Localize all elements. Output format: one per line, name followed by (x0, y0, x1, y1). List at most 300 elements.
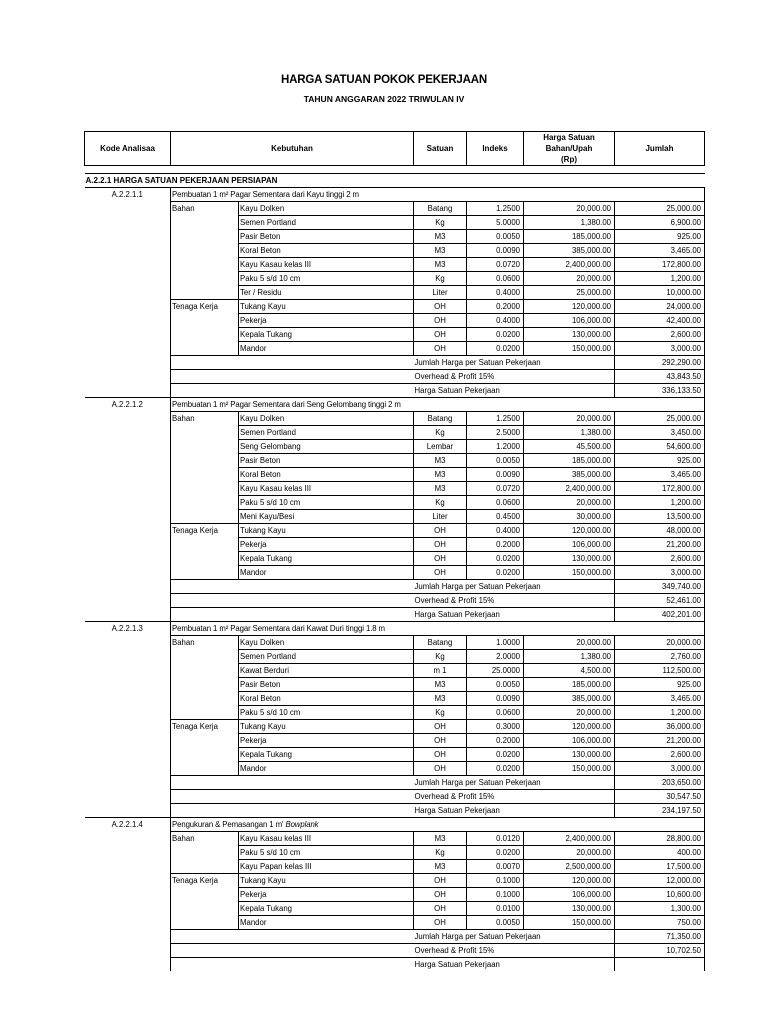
row-total: 1,300.00 (615, 902, 705, 916)
row-group (171, 468, 239, 482)
row-unit: OH (414, 300, 467, 314)
row-index: 0.0200 (467, 748, 524, 762)
header-kode: Kode Analisaa (85, 132, 171, 166)
row-total: 25,000.00 (615, 412, 705, 426)
row-total: 10,000.00 (615, 286, 705, 300)
row-spacer (85, 748, 171, 762)
summary-harga-row (85, 608, 705, 622)
table-row (85, 258, 705, 272)
row-group (171, 328, 239, 342)
row-name: Pekerja (239, 888, 414, 902)
row-index: 0.0090 (467, 244, 524, 258)
summary-overhead-label: Overhead & Profit 15% (414, 790, 615, 804)
row-spacer (85, 440, 171, 454)
row-name: Koral Beton (239, 468, 414, 482)
row-spacer (171, 594, 239, 608)
row-spacer (85, 286, 171, 300)
row-name: Pasir Beton (239, 230, 414, 244)
row-unit: OH (414, 916, 467, 930)
row-unit: M3 (414, 468, 467, 482)
row-total: 3,000.00 (615, 342, 705, 356)
row-spacer (171, 804, 239, 818)
row-group: Bahan (171, 636, 239, 650)
row-spacer (239, 580, 414, 594)
row-group: Tenaga Kerja (171, 524, 239, 538)
table-row (85, 342, 705, 356)
row-name: Kayu Kasau kelas III (239, 832, 414, 846)
row-index: 0.0090 (467, 468, 524, 482)
row-spacer (85, 846, 171, 860)
row-total: 3,000.00 (615, 566, 705, 580)
row-index: 0.0050 (467, 678, 524, 692)
row-spacer (85, 454, 171, 468)
row-spacer (85, 524, 171, 538)
row-unit: Kg (414, 216, 467, 230)
row-spacer (85, 230, 171, 244)
row-spacer (239, 776, 414, 790)
row-group (171, 314, 239, 328)
item-title-text: Pengukuran & Pemasangan 1 m' (172, 820, 284, 829)
section-row (85, 174, 705, 188)
row-total: 42,400.00 (615, 314, 705, 328)
row-total: 24,000.00 (615, 300, 705, 314)
row-index: 0.0200 (467, 328, 524, 342)
row-total: 28,800.00 (615, 832, 705, 846)
row-price: 106,000.00 (524, 734, 615, 748)
row-name: Koral Beton (239, 692, 414, 706)
row-price: 120,000.00 (524, 720, 615, 734)
row-total: 2,760.00 (615, 650, 705, 664)
row-index: 2.5000 (467, 426, 524, 440)
row-index: 0.4000 (467, 524, 524, 538)
row-index: 0.0200 (467, 566, 524, 580)
row-index: 0.0070 (467, 860, 524, 874)
summary-harga-label: Harga Satuan Pekerjaan (414, 804, 615, 818)
row-group (171, 244, 239, 258)
row-price: 1,380.00 (524, 650, 615, 664)
row-spacer (85, 370, 171, 384)
row-index: 0.0090 (467, 692, 524, 706)
row-spacer (171, 608, 239, 622)
table-row (85, 860, 705, 874)
row-spacer (171, 776, 239, 790)
row-spacer (85, 930, 171, 944)
summary-harga-value: 234,197.50 (615, 804, 705, 818)
table-row (85, 314, 705, 328)
row-group (171, 538, 239, 552)
row-price: 185,000.00 (524, 678, 615, 692)
row-name: Tukang Kayu (239, 300, 414, 314)
summary-jumlah-label: Jumlah Harga per Satuan Pekerjaan (414, 580, 615, 594)
table-row (85, 412, 705, 426)
row-group: Bahan (171, 412, 239, 426)
row-spacer (85, 832, 171, 846)
row-index: 0.2000 (467, 734, 524, 748)
row-unit: Kg (414, 496, 467, 510)
summary-jumlah-value: 349,740.00 (615, 580, 705, 594)
row-name: Pekerja (239, 314, 414, 328)
row-index: 1.0000 (467, 636, 524, 650)
row-unit: OH (414, 524, 467, 538)
item-code: A.2.2.1.1 (85, 188, 171, 202)
row-name: Mandor (239, 916, 414, 930)
row-name: Pekerja (239, 734, 414, 748)
row-spacer (85, 426, 171, 440)
row-price: 30,000.00 (524, 510, 615, 524)
table-row (85, 734, 705, 748)
row-unit: OH (414, 328, 467, 342)
row-name: Semen Portland (239, 216, 414, 230)
page-subtitle: TAHUN ANGGARAN 2022 TRIWULAN IV (303, 94, 465, 104)
summary-overhead-row (85, 370, 705, 384)
row-unit: Kg (414, 706, 467, 720)
row-name: Kayu Kasau kelas III (239, 258, 414, 272)
table-row (85, 300, 705, 314)
row-group (171, 342, 239, 356)
row-spacer (85, 510, 171, 524)
row-total: 750.00 (615, 916, 705, 930)
row-unit: Liter (414, 510, 467, 524)
header-kebutuhan: Kebutuhan (171, 132, 414, 166)
row-unit: OH (414, 734, 467, 748)
row-spacer (85, 384, 171, 398)
row-spacer (85, 496, 171, 510)
row-spacer (85, 202, 171, 216)
item-title-row (85, 398, 705, 412)
row-unit: Kg (414, 426, 467, 440)
row-spacer (239, 944, 414, 958)
row-price: 1,380.00 (524, 426, 615, 440)
row-group (171, 888, 239, 902)
row-price: 20,000.00 (524, 202, 615, 216)
row-price: 185,000.00 (524, 454, 615, 468)
row-spacer (85, 468, 171, 482)
item-code: A.2.2.1.3 (85, 622, 171, 636)
row-group (171, 762, 239, 776)
row-price: 120,000.00 (524, 524, 615, 538)
summary-jumlah-value: 203,650.00 (615, 776, 705, 790)
item-title (171, 818, 705, 832)
row-spacer (85, 692, 171, 706)
row-total: 3,465.00 (615, 468, 705, 482)
row-spacer (85, 566, 171, 580)
row-index: 0.0600 (467, 706, 524, 720)
row-total: 2,600.00 (615, 552, 705, 566)
row-total: 3,000.00 (615, 762, 705, 776)
header-satuan: Satuan (414, 132, 467, 166)
page-title: HARGA SATUAN POKOK PEKERJAAN (281, 74, 487, 86)
row-spacer (239, 930, 414, 944)
row-spacer (85, 678, 171, 692)
table-row (85, 272, 705, 286)
row-total: 21,200.00 (615, 734, 705, 748)
row-index: 0.2000 (467, 300, 524, 314)
summary-harga-label: Harga Satuan Pekerjaan (414, 608, 615, 622)
row-group (171, 482, 239, 496)
row-name: Kepala Tukang (239, 552, 414, 566)
row-spacer (171, 930, 239, 944)
summary-overhead-row (85, 790, 705, 804)
row-total: 36,000.00 (615, 720, 705, 734)
row-unit: OH (414, 902, 467, 916)
header-harga-line2: Bahan/Upah (545, 144, 593, 153)
row-spacer (85, 916, 171, 930)
row-price: 20,000.00 (524, 706, 615, 720)
row-total: 172,800.00 (615, 482, 705, 496)
row-price: 106,000.00 (524, 538, 615, 552)
table-row (85, 692, 705, 706)
table-row (85, 538, 705, 552)
item-title (171, 622, 705, 636)
row-spacer (85, 860, 171, 874)
row-spacer (85, 314, 171, 328)
header-jumlah: Jumlah (615, 132, 705, 166)
row-index: 0.0100 (467, 902, 524, 916)
row-spacer (85, 272, 171, 286)
row-index: 0.3000 (467, 720, 524, 734)
row-group (171, 706, 239, 720)
row-spacer (85, 244, 171, 258)
row-index: 0.4500 (467, 510, 524, 524)
row-group (171, 692, 239, 706)
summary-jumlah-value: 292,290.00 (615, 356, 705, 370)
header-harga (524, 132, 615, 166)
row-spacer (85, 594, 171, 608)
row-total: 3,465.00 (615, 692, 705, 706)
row-spacer (85, 734, 171, 748)
row-name: Paku 5 s/d 10 cm (239, 846, 414, 860)
row-index: 0.0200 (467, 552, 524, 566)
row-unit: Batang (414, 636, 467, 650)
row-group (171, 496, 239, 510)
row-group: Tenaga Kerja (171, 874, 239, 888)
table-row (85, 202, 705, 216)
row-name: Kepala Tukang (239, 902, 414, 916)
row-price: 20,000.00 (524, 496, 615, 510)
row-spacer (171, 370, 239, 384)
row-price: 20,000.00 (524, 272, 615, 286)
row-group (171, 552, 239, 566)
row-total: 3,450.00 (615, 426, 705, 440)
row-total: 1,200.00 (615, 496, 705, 510)
table-row (85, 440, 705, 454)
row-name: Kayu Kasau kelas III (239, 482, 414, 496)
row-index: 0.0050 (467, 454, 524, 468)
row-name: Tukang Kayu (239, 524, 414, 538)
row-spacer (171, 356, 239, 370)
summary-jumlah-row (85, 580, 705, 594)
row-name: Tukang Kayu (239, 720, 414, 734)
summary-overhead-value: 43,843.50 (615, 370, 705, 384)
row-group (171, 230, 239, 244)
row-unit: OH (414, 762, 467, 776)
row-price: 150,000.00 (524, 916, 615, 930)
row-price: 1,380.00 (524, 216, 615, 230)
summary-harga-value: 336,133.50 (615, 384, 705, 398)
row-index: 1.2500 (467, 412, 524, 426)
row-spacer (85, 328, 171, 342)
table-body (85, 174, 705, 972)
row-unit: Lembar (414, 440, 467, 454)
row-unit: M3 (414, 482, 467, 496)
row-name: Koral Beton (239, 244, 414, 258)
row-spacer (85, 790, 171, 804)
item-title-row (85, 622, 705, 636)
row-spacer (85, 258, 171, 272)
summary-overhead-row (85, 944, 705, 958)
row-group (171, 216, 239, 230)
row-price: 4,500.00 (524, 664, 615, 678)
row-total: 10,600.00 (615, 888, 705, 902)
row-total: 925.00 (615, 454, 705, 468)
row-unit: OH (414, 720, 467, 734)
analysis-table (84, 131, 705, 971)
row-spacer (239, 608, 414, 622)
row-price: 20,000.00 (524, 846, 615, 860)
row-spacer (85, 664, 171, 678)
row-name: Tukang Kayu (239, 874, 414, 888)
row-spacer (171, 384, 239, 398)
item-title-text: Pembuatan 1 m² Pagar Sementara dari Seng Gelombang tinggi 2 m (172, 400, 401, 409)
row-name: Paku 5 s/d 10 cm (239, 496, 414, 510)
row-total: 2,600.00 (615, 328, 705, 342)
table-row (85, 552, 705, 566)
row-group (171, 426, 239, 440)
row-spacer (85, 538, 171, 552)
row-price: 385,000.00 (524, 468, 615, 482)
summary-overhead-value: 30,547.50 (615, 790, 705, 804)
row-index: 2.0000 (467, 650, 524, 664)
row-group: Tenaga Kerja (171, 300, 239, 314)
row-spacer (85, 356, 171, 370)
row-spacer (171, 958, 239, 972)
row-unit: M3 (414, 692, 467, 706)
row-unit: M3 (414, 832, 467, 846)
row-spacer (239, 790, 414, 804)
row-total: 400.00 (615, 846, 705, 860)
row-name: Semen Portland (239, 650, 414, 664)
row-unit: Kg (414, 846, 467, 860)
row-total: 3,465.00 (615, 244, 705, 258)
row-index: 25.0000 (467, 664, 524, 678)
row-spacer (85, 944, 171, 958)
row-group (171, 734, 239, 748)
header-harga-line1: Harga Satuan (543, 133, 595, 142)
row-name: Kepala Tukang (239, 748, 414, 762)
row-index: 0.0600 (467, 272, 524, 286)
row-spacer (239, 384, 414, 398)
row-group (171, 860, 239, 874)
row-total: 925.00 (615, 678, 705, 692)
row-price: 106,000.00 (524, 888, 615, 902)
row-group: Tenaga Kerja (171, 720, 239, 734)
table-row (85, 636, 705, 650)
table-row (85, 706, 705, 720)
row-total: 21,200.00 (615, 538, 705, 552)
row-spacer (85, 776, 171, 790)
row-spacer (239, 958, 414, 972)
row-spacer (85, 342, 171, 356)
row-group (171, 440, 239, 454)
table-row (85, 832, 705, 846)
row-unit: Batang (414, 412, 467, 426)
summary-overhead-value: 10,702.50 (615, 944, 705, 958)
row-price: 150,000.00 (524, 342, 615, 356)
table-row (85, 230, 705, 244)
table-row (85, 916, 705, 930)
row-name: Kawat Berduri (239, 664, 414, 678)
item-title-suffix: Bowplank (285, 820, 319, 829)
row-name: Seng Gelombang (239, 440, 414, 454)
row-index: 0.4000 (467, 314, 524, 328)
row-unit: OH (414, 342, 467, 356)
row-index: 0.4000 (467, 286, 524, 300)
row-spacer (239, 804, 414, 818)
item-title-row (85, 818, 705, 832)
row-total: 172,800.00 (615, 258, 705, 272)
row-unit: m 1 (414, 664, 467, 678)
row-price: 150,000.00 (524, 762, 615, 776)
table-row (85, 664, 705, 678)
row-unit: Batang (414, 202, 467, 216)
item-title-text: Pembuatan 1 m² Pagar Sementara dari Kayu tinggi 2 m (172, 190, 359, 199)
row-unit: M3 (414, 244, 467, 258)
row-name: Paku 5 s/d 10 cm (239, 706, 414, 720)
row-unit: M3 (414, 230, 467, 244)
row-total: 2,600.00 (615, 748, 705, 762)
row-total: 12,000.00 (615, 874, 705, 888)
table-row (85, 650, 705, 664)
summary-jumlah-value: 71,350.00 (615, 930, 705, 944)
table-row (85, 216, 705, 230)
row-price: 130,000.00 (524, 552, 615, 566)
row-spacer (85, 482, 171, 496)
row-group (171, 678, 239, 692)
table-row (85, 524, 705, 538)
row-index: 0.0200 (467, 762, 524, 776)
row-price: 25,000.00 (524, 286, 615, 300)
row-spacer (239, 370, 414, 384)
table-row (85, 748, 705, 762)
table-row (85, 482, 705, 496)
row-unit: Kg (414, 650, 467, 664)
row-total: 1,200.00 (615, 272, 705, 286)
row-total: 13,500.00 (615, 510, 705, 524)
row-price: 20,000.00 (524, 636, 615, 650)
row-spacer (171, 790, 239, 804)
row-spacer (85, 552, 171, 566)
row-spacer (171, 944, 239, 958)
row-name: Kayu Papan kelas III (239, 860, 414, 874)
row-unit: M3 (414, 678, 467, 692)
row-name: Meni Kayu/Besi (239, 510, 414, 524)
table-row (85, 496, 705, 510)
row-name: Pasir Beton (239, 454, 414, 468)
header-indeks: Indeks (467, 132, 524, 166)
row-name: Kayu Dolken (239, 202, 414, 216)
item-code: A.2.2.1.2 (85, 398, 171, 412)
row-name: Pasir Beton (239, 678, 414, 692)
row-spacer (85, 580, 171, 594)
summary-jumlah-row (85, 930, 705, 944)
row-index: 0.0200 (467, 846, 524, 860)
row-price: 20,000.00 (524, 412, 615, 426)
row-spacer (85, 762, 171, 776)
row-unit: Kg (414, 272, 467, 286)
row-index: 1.2000 (467, 440, 524, 454)
summary-harga-row (85, 804, 705, 818)
row-index: 0.0050 (467, 230, 524, 244)
